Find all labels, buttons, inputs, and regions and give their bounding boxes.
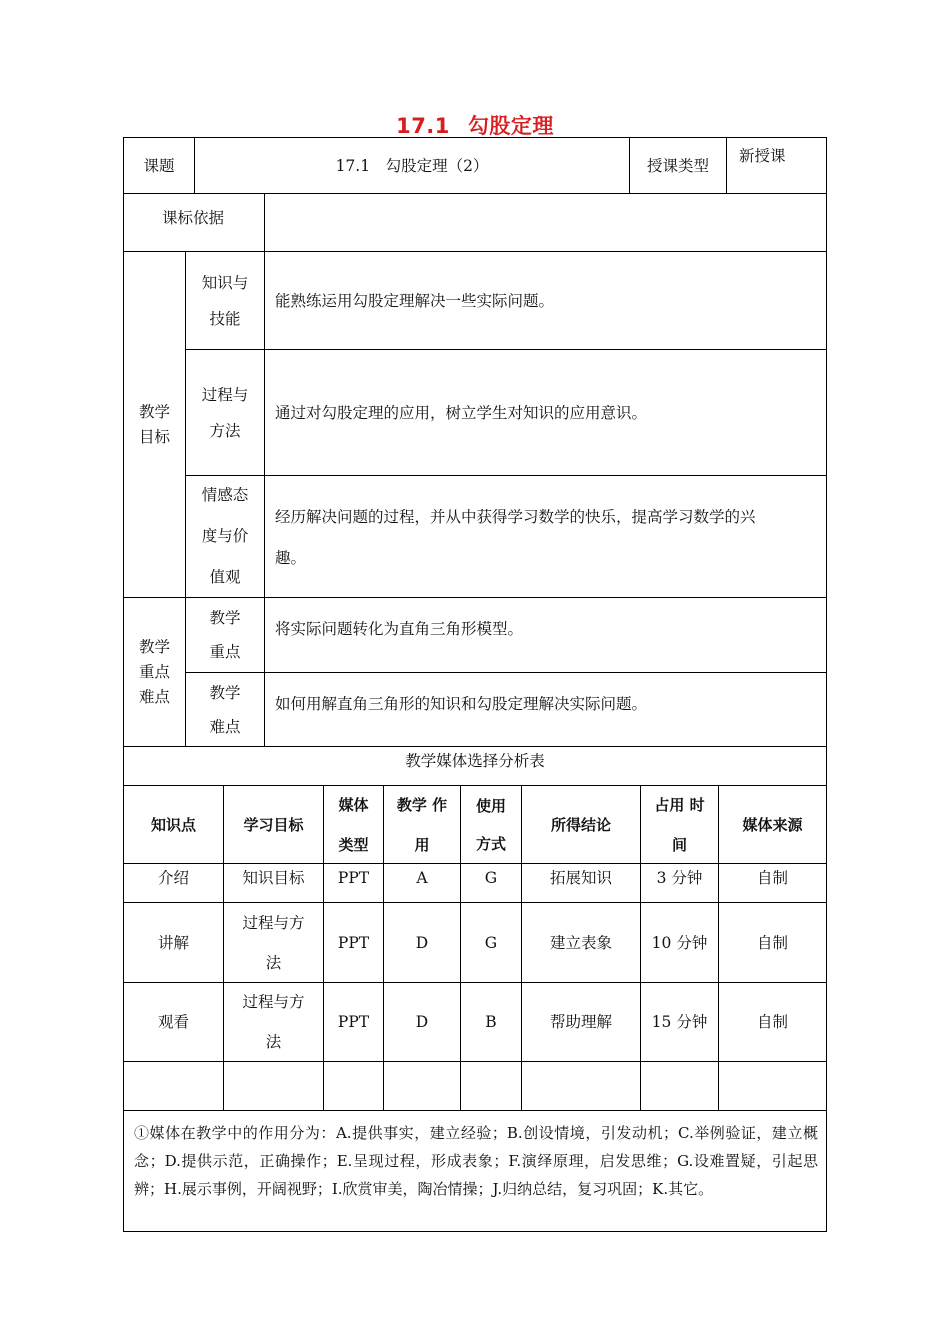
table-row-cell: 知识目标 [223,863,324,903]
media-role-footnote: ①媒体在教学中的作用分为：A.提供事实，建立经验；B.创设情境，引发动机；C.举例验证，建立概念；D.提供示范，正确操作；E.呈现过程，形成表象；F.演绎原理，启发思维；G.设难置疑，引起思辨；H.展示事例，开阔视野；I.欣赏审美，陶冶情操；J.归纳总结，复习巩固；K.其它。 [123,1110,827,1232]
table-row-cell: 10 分钟 [640,902,719,983]
media-header-type: 媒体 类型 [323,785,384,864]
table-row-cell: 观看 [123,982,224,1062]
table-row-cell: 3 分钟 [640,863,719,903]
media-header-mode: 使用 方式 [460,785,522,864]
table-row-cell [640,1061,719,1111]
table-row-cell [460,1061,522,1111]
table-row-cell: 建立表象 [521,902,641,983]
basis-value-cell [264,193,827,252]
table-row-cell: 讲解 [123,902,224,983]
goal-process-label: 过程与 方法 [185,349,265,476]
key-label-cell: 教学 重点 难点 [123,597,186,747]
table-row-cell: 自制 [718,863,827,903]
topic-label-cell: 课题 [123,137,195,194]
table-row-cell: 介绍 [123,863,224,903]
type-value-cell: 新授课 [726,137,827,194]
topic-value-cell: 17.1 勾股定理（2） [194,137,630,194]
table-row-cell: D [383,982,461,1062]
media-header-point: 知识点 [123,785,224,864]
type-label-cell: 授课类型 [629,137,727,194]
table-row-cell: G [460,863,522,903]
media-header-result: 所得结论 [521,785,641,864]
media-header-time: 占用 时 间 [640,785,719,864]
goal-emotion-label: 情感态 度与价 值观 [185,475,265,598]
table-row-cell: B [460,982,522,1062]
media-header-goal: 学习目标 [223,785,324,864]
table-row-cell: 自制 [718,902,827,983]
table-row-cell: 自制 [718,982,827,1062]
media-header-source: 媒体来源 [718,785,827,864]
key-focus-text: 将实际问题转化为直角三角形模型。 [264,597,827,673]
goal-knowledge-text: 能熟练运用勾股定理解决一些实际问题。 [264,251,827,350]
table-row-cell [521,1061,641,1111]
table-row-cell [223,1061,324,1111]
media-header-role: 教学 作 用 [383,785,461,864]
table-row-cell [123,1061,224,1111]
table-row-cell [323,1061,384,1111]
table-row-cell: D [383,902,461,983]
table-row-cell: 过程与方 法 [223,982,324,1062]
basis-label-cell: 课标依据 [123,193,265,252]
goal-emotion-text: 经历解决问题的过程，并从中获得学习数学的快乐，提高学习数学的兴 趣。 [264,475,827,598]
table-row-cell: PPT [323,982,384,1062]
media-table-title: 教学媒体选择分析表 [123,746,827,786]
table-row-cell: 过程与方 法 [223,902,324,983]
table-row-cell: PPT [323,902,384,983]
table-row-cell: A [383,863,461,903]
key-difficulty-label: 教学 难点 [185,672,265,747]
goal-process-text: 通过对勾股定理的应用，树立学生对知识的应用意识。 [264,349,827,476]
table-row-cell: 15 分钟 [640,982,719,1062]
table-row-cell [383,1061,461,1111]
table-row-cell: PPT [323,863,384,903]
goals-label-cell: 教学 目标 [123,251,186,598]
key-focus-label: 教学 重点 [185,597,265,673]
table-row-cell: 拓展知识 [521,863,641,903]
table-row-cell: G [460,902,522,983]
key-difficulty-text: 如何用解直角三角形的知识和勾股定理解决实际问题。 [264,672,827,747]
table-row-cell: 帮助理解 [521,982,641,1062]
table-row-cell [718,1061,827,1111]
page-title: 17.1 勾股定理 [396,114,554,138]
goal-knowledge-label: 知识与 技能 [185,251,265,350]
